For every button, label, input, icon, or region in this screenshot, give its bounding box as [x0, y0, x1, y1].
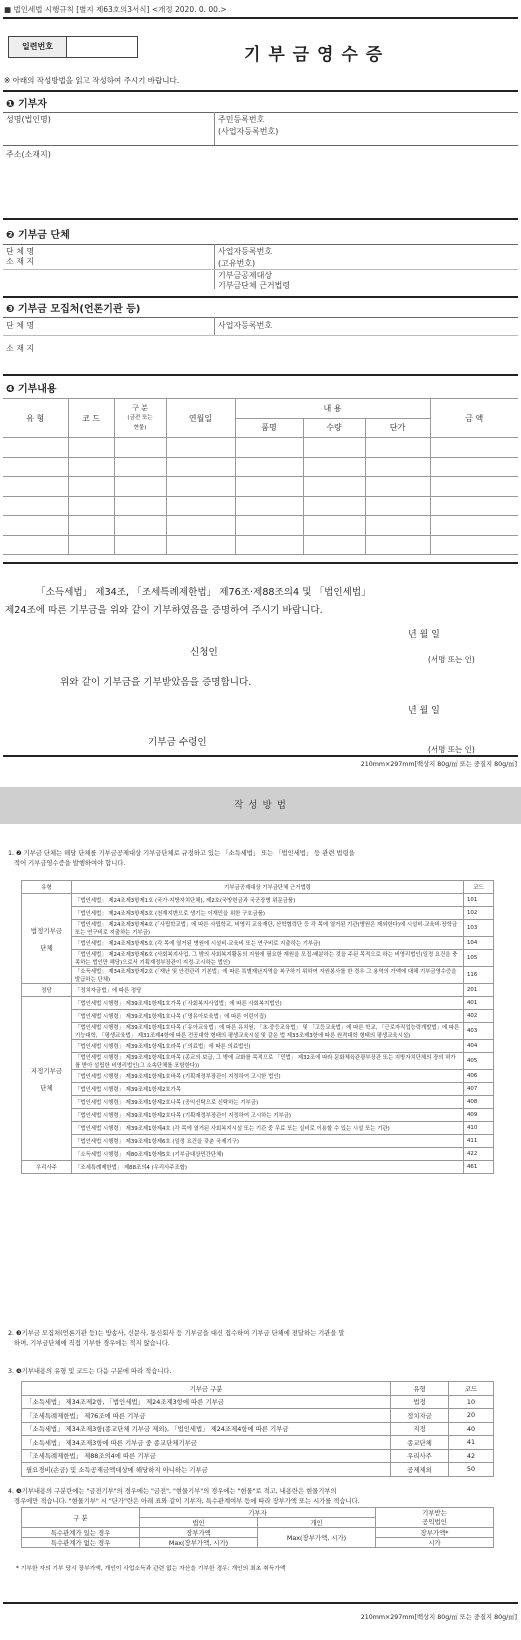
table-row [22, 1010, 494, 1023]
code-row-code: 402 [464, 1010, 494, 1023]
table-row [22, 1083, 494, 1096]
collector-name-label: 단 체 명 [6, 321, 35, 330]
org-basis-law-label: 기부금단체 근거법령 [218, 281, 291, 290]
type-name: 우리사주 [391, 1449, 449, 1463]
type-code: 42 [449, 1449, 494, 1463]
note-3: 3. ❹기부내용의 유형 및 코드는 다음 구분에 따라 적습니다. [8, 1368, 172, 1375]
col-category-sub: (금전 또는 [127, 414, 153, 421]
code-row-text: 「법인세법 시행령」 제39조제1항제6호 (일정 요건을 갖춘 국제기구) [72, 1135, 464, 1148]
code-row-code: 408 [464, 1096, 494, 1109]
divider [3, 17, 518, 19]
table-row [22, 1436, 494, 1450]
group-designated [22, 997, 72, 1161]
type-code: 50 [449, 1463, 494, 1477]
col-category-sub: 현물) [133, 424, 147, 431]
code-row-code: 410 [464, 1122, 494, 1135]
code-row-code: 116 [464, 967, 494, 984]
divider [3, 145, 518, 146]
type-table-header: 유형 [391, 1382, 449, 1396]
type-table-header: 코드 [449, 1382, 494, 1396]
group-esop: 우리사주 [22, 1161, 72, 1174]
code-row-text: 「소득세법 시행령」 제80조제1항제5호 (기부금대상민간단체) [72, 1148, 464, 1161]
table-row [22, 1053, 494, 1070]
code-row-text: 「법인세법 시행령」 제39조제1항제2호가목 [72, 1083, 464, 1096]
divider [3, 562, 518, 564]
table-row[interactable] [3, 516, 518, 536]
code-row-code: 404 [464, 1040, 494, 1053]
method-banner [0, 787, 521, 824]
goods-row-related: 특수관계가 있는 경우 [22, 1528, 140, 1538]
goods-recv-related: 장부가액* [376, 1528, 494, 1538]
code-row-code: 405 [464, 1053, 494, 1070]
code-table-header: 유형 [22, 881, 72, 894]
goods-col-recv-label: 기부받는 [422, 1508, 447, 1517]
goods-col-corp: 법인 [140, 1518, 258, 1528]
goods-row-unrelated: 특수관계가 없는 경우 [22, 1538, 140, 1548]
receiver-label: 기부금 수령인 [148, 737, 207, 748]
code-row-text: 「정치자금법」에 따른 정당 [72, 984, 464, 997]
divider [3, 90, 518, 92]
certify-text-2: 제24조에 따른 기부금을 위와 같이 기부하였음을 증명하여 주시기 바랍니다. [5, 605, 323, 616]
col-item: 품명 [235, 418, 303, 438]
section-org-title: ❷ 기부금 단체 [6, 230, 70, 241]
divider [3, 296, 518, 298]
serial-number-label: 일련번호 [9, 37, 67, 57]
group-legal [22, 894, 72, 984]
type-name: 지정 [391, 1422, 449, 1436]
col-qty: 수량 [303, 418, 365, 438]
divider [214, 317, 215, 335]
goods-corp-unrelated: Max(장부가액, 시가) [140, 1538, 258, 1548]
goods-corp-related: 장부가액 [140, 1528, 258, 1538]
footnote: * 기부한 자의 기부 당시 장부가액, 개인이 사업소득과 관련 없는 자산을 기부한 경우: 개인의 최초 취득가액 [16, 1566, 286, 1572]
type-code: 20 [449, 1409, 494, 1423]
type-desc: 「소득세법」 제34조제2항, 「법인세법」 제24조제3항에 따른 기부금 [22, 1395, 391, 1409]
type-name: 종교단체 [391, 1436, 449, 1450]
code-table [21, 880, 494, 1174]
col-category-label: 구 분 [132, 403, 148, 412]
col-type: 유 형 [3, 399, 68, 438]
code-table-header: 코드 [464, 881, 494, 894]
donor-name-label: 성명(법인명) [6, 115, 51, 124]
table-row [22, 1395, 494, 1409]
section-collector-title: ❸ 기부금 모집처(언론기관 등) [6, 304, 141, 315]
code-row-code: 102 [464, 907, 494, 920]
goods-table [21, 1507, 494, 1548]
certify-text-1: 「소득세법」 제34조, 「조세특례제한법」 제76조·제88조의4 및 「법인세법」 [36, 587, 371, 598]
paper-spec-bottom: 210mm×297mm[백상지 80g/㎡ 또는 중질지 80g/㎡] [360, 1614, 517, 1621]
table-row[interactable] [3, 477, 518, 497]
table-row [22, 1409, 494, 1423]
goods-col-donor: 기부자 [140, 1508, 376, 1518]
code-row-text: 「법인세법 시행령」 제39조제1항제1호라목 (「의료법」에 따른 의료법인) [72, 1040, 464, 1053]
type-name: 공제제외 [391, 1463, 449, 1477]
table-row [22, 1463, 494, 1477]
donor-id-label: 주민등록번호 [218, 115, 265, 124]
table-row [22, 984, 494, 997]
group-designated-label: 단체 [40, 1083, 53, 1092]
code-row-text: 「법인세법 시행령」 제39조제1항제1호가목 (「사회복지사업법」에 따른 사회복지법인) [72, 997, 464, 1010]
table-row [22, 950, 494, 967]
table-row [22, 1040, 494, 1053]
table-row [22, 937, 494, 950]
col-amount: 금 액 [430, 399, 518, 438]
col-code: 코 드 [68, 399, 114, 438]
apply-date: 년 월 일 [408, 630, 440, 640]
divider [3, 374, 518, 376]
code-row-text: 「소득세법」 제34조제3항제2호 (「재난 및 안전관리 기본법」에 따른 특별재난지역을 복구하기 위하여 자원봉사를 한 경우 그 용역의 가액에 대해 기부금영수증을 발급하는 단체) [72, 967, 464, 984]
table-row[interactable] [3, 457, 518, 477]
collector-regno-label: 사업자등록번호 [218, 321, 273, 330]
code-row-text: 「법인세법」 제24조제3항제4호 (「사립학교법」에 따른 사립학교, 비영리 교육재단, 산학협력단 등 각 목에 열거된 기관(병원은 제외한다)에 시설비·교육비·장학금 또는 연구비로 지출하는 기부금) [72, 920, 464, 937]
table-row [22, 1023, 494, 1040]
form-reference: ■ 법인세법 시행규칙 [별지 제63호의3서식] <개정 2020. 0. 00.> [4, 5, 227, 14]
donor-bizno-label: (사업자등록번호) [218, 127, 279, 136]
col-date: 연월일 [166, 399, 235, 438]
type-desc: 「조세특례제한법」 제76조에 따른 기부금 [22, 1409, 391, 1423]
org-name-label: 단 체 명 [6, 247, 35, 256]
method-title: 작 성 방 법 [234, 800, 287, 811]
group-legal-label: 단체 [40, 943, 53, 952]
code-row-text: 「법인세법 시행령」 제39조제1항제1호나목 (「영유아보육법」에 따른 어린이집) [72, 1010, 464, 1023]
type-code: 10 [449, 1395, 494, 1409]
group-politics: 정당 [22, 984, 72, 997]
code-row-code: 104 [464, 937, 494, 950]
note-4-line-2: 경우에만 적습니다. "현물기부" 시 "단가"란은 아래 표와 같이 기부자, 특수관계여부 등에 따라 장부가액 또는 시가를 적습니다. [8, 1498, 360, 1505]
applicant-label: 신청인 [190, 647, 218, 658]
org-basis-label: 기부금공제대상 [218, 271, 273, 280]
code-row-code: 105 [464, 950, 494, 967]
table-row [22, 1109, 494, 1122]
goods-person-val: Max(장부가액, 시가) [258, 1528, 376, 1548]
col-unit-price: 단가 [365, 418, 430, 438]
table-row [22, 1070, 494, 1083]
divider [3, 1602, 518, 1604]
group-legal-label: 법정기부금 [30, 926, 63, 935]
type-code: 41 [449, 1436, 494, 1450]
divider [3, 218, 518, 220]
code-row-text: 「조세특례제한법」 제88조의4 (우리사주조합) [72, 1161, 464, 1174]
code-row-code: 411 [464, 1135, 494, 1148]
code-row-code: 406 [464, 1070, 494, 1083]
donation-table [3, 398, 518, 555]
goods-col-div: 구 분 [22, 1508, 140, 1528]
table-row [22, 907, 494, 920]
code-row-code: 101 [464, 894, 494, 907]
table-row [22, 1528, 494, 1538]
divider [214, 112, 215, 145]
org-regno-label: 사업자등록번호 [218, 247, 273, 256]
code-row-text: 「법인세법」 제24조제3항제6호 (사회복지사업, 그 밖의 사회복지활동의 지원에 필요한 재원을 모집·배분하는 것을 주된 목적으로 하는 비영리법인(일정 요건을 충족하는 법인만 해당)으로서 기획재정부장관이 지정·고시하는 법인) [72, 950, 464, 967]
donor-address-label: 주소(소재지) [6, 150, 51, 159]
section-content-title: ❹ 기부내용 [6, 384, 57, 395]
code-row-code: 409 [464, 1109, 494, 1122]
col-content: 내 용 [235, 399, 430, 419]
note-2-line-1: 2. ❸기부금 모집처(언론기관 등)는 방송사, 신문사, 통신회사 등 기부금을 대신 접수하여 기부금 단체에 전달하는 기관을 말 [8, 1330, 345, 1337]
goods-col-person: 개인 [258, 1518, 376, 1528]
code-row-text: 「법인세법」 제24조제3항제1호 (국가·지방자치단체), 제2호(국방헌금과 국군장병 위문금품) [72, 894, 464, 907]
code-row-code: 422 [464, 1148, 494, 1161]
divider [214, 244, 215, 289]
collector-location-label: 소 재 지 [6, 344, 35, 353]
table-row [22, 894, 494, 907]
goods-col-recv [376, 1508, 494, 1528]
type-code: 40 [449, 1422, 494, 1436]
table-row [22, 967, 494, 984]
type-table [21, 1381, 494, 1477]
applicant-signature: (서명 또는 인) [428, 655, 475, 664]
serial-number-box[interactable] [8, 36, 138, 58]
table-row[interactable] [3, 438, 518, 458]
group-designated-label: 지정기부금 [30, 1066, 63, 1075]
col-category [114, 399, 166, 438]
table-row [22, 1148, 494, 1161]
form-title: 기 부 금 영 수 증 [244, 45, 384, 65]
divider [3, 112, 518, 113]
goods-col-recv-label: 공익법인 [422, 1517, 447, 1526]
type-desc: 「소득세법」 제34조제3항에 따른 기부금 중 종교단체기부금 [22, 1436, 391, 1450]
table-row [22, 1122, 494, 1135]
table-row [22, 1096, 494, 1109]
instruction-text: ※ 아래의 작성방법을 읽고 작성하여 주시기 바랍니다. [4, 76, 180, 85]
code-row-code: 461 [464, 1161, 494, 1174]
code-row-text: 「법인세법 시행령」 제39조제1항제2호다목 (기획재정부장관이 지정하여 고시하는 기부금) [72, 1109, 464, 1122]
code-row-code: 201 [464, 984, 494, 997]
receiver-signature: (서명 또는 인) [428, 745, 475, 754]
code-row-text: 「법인세법 시행령」 제39조제1항제4호 (각 목에 열거된 사회복지시설 또는 기관 중 무료 또는 실비로 이용할 수 있는 시설 또는 기관) [72, 1122, 464, 1135]
table-row[interactable] [3, 535, 518, 555]
code-row-text: 「법인세법 시행령」 제39조제1항제2호나목 (공익신탁으로 신탁하는 기부금) [72, 1096, 464, 1109]
table-row [22, 1449, 494, 1463]
table-row [22, 920, 494, 937]
code-row-code: 103 [464, 920, 494, 937]
type-name: 정치자금 [391, 1409, 449, 1423]
table-row[interactable] [3, 496, 518, 516]
code-row-text: 「법인세법 시행령」 제39조제1항제1호다목 (「유아교육법」에 따른 유치원, 「초·중등교육법」 및 「고등교육법」에 따른 학교, 「근로자직업능력개발법」에 따른 기능대학, 「평생교육법」 제31조제4항에 따른 전공대학 형태의 평생교육시설 및 같은 법 제33조제3항에 따른 원격대학 형태의 평생교육시설) [72, 1023, 464, 1040]
code-row-text: 「법인세법」 제24조제3항제3호 (천재지변으로 생기는 이재민을 위한 구호금품) [72, 907, 464, 920]
type-desc: 「소득세법」 제34조제3항(종교단체 기부금 제외), 「법인세법」 제24조제4항에 따른 기부금 [22, 1422, 391, 1436]
note-2-line-2: 하며, 기부금단체에 직접 기부한 경우에는 적지 않습니다. [8, 1340, 170, 1347]
code-row-code: 407 [464, 1083, 494, 1096]
note-4-line-1: 4. ❹기부내용의 구분란에는 "금전기부"의 경우에는 "금전", "현물기부"의 경우에는 "현물"로 적고, 내용란은 현물기부의 [8, 1488, 337, 1495]
note-1-line-2: 적어 기부금영수증을 발행하여야 합니다. [8, 860, 126, 867]
code-row-code: 403 [464, 1023, 494, 1040]
org-location-label: 소 재 지 [6, 257, 35, 266]
code-table-header: 기부금공제대상 기부금단체 근거법령 [72, 881, 464, 894]
type-desc: 필요경비(손금) 및 소득공제금액대상에 해당하지 아니하는 기부금 [22, 1463, 391, 1477]
code-row-text: 「법인세법」 제24조제3항제5호 (각 목에 열거된 병원에 시설비·교육비 또는 연구비로 지출하는 기부금) [72, 937, 464, 950]
type-table-header: 기부금 구분 [22, 1382, 391, 1396]
paper-spec: 210mm×297mm[백상지 80g/㎡ 또는 중질지 80g/㎡] [360, 761, 517, 768]
divider [3, 244, 518, 245]
receipt-certify-text: 위와 같이 기부금을 기부받았음을 증명합니다. [60, 677, 252, 688]
table-row [22, 1161, 494, 1174]
code-row-code: 401 [464, 997, 494, 1010]
note-1-line-1: 1. ❷ 기부금 단체는 해당 단체를 기부금공제대상 기부금단체로 규정하고 있는 「소득세법」 또는 「법인세법」 등 관련 법령을 [8, 850, 355, 857]
code-row-text: 「법인세법 시행령」 제39조제1항제1호바목 (기획재정부장관이 지정하여 고시한 법인) [72, 1070, 464, 1083]
type-name: 법정 [391, 1395, 449, 1409]
goods-recv-unrelated: 시가 [376, 1538, 494, 1548]
section-donor-title: ❶ 기부자 [6, 99, 47, 110]
code-row-text: 「법인세법 시행령」 제39조제1항제1호마목 (종교의 보급, 그 밖에 교화를 목적으로 「민법」 제32조에 따라 문화체육관광부장관 또는 지방자치단체의 장의 허가를 받아 설립한 비영리법인(그 소속단체를 포함한다)) [72, 1053, 464, 1070]
divider [3, 755, 518, 757]
org-uniqueno-label: (고유번호) [218, 259, 256, 268]
divider [3, 335, 518, 336]
type-desc: 「조세특례제한법」 제88조의4에 따른 기부금 [22, 1449, 391, 1463]
table-row [22, 1422, 494, 1436]
receive-date: 년 월 일 [408, 706, 440, 716]
table-row [22, 997, 494, 1010]
divider [3, 317, 518, 318]
table-row [22, 1135, 494, 1148]
